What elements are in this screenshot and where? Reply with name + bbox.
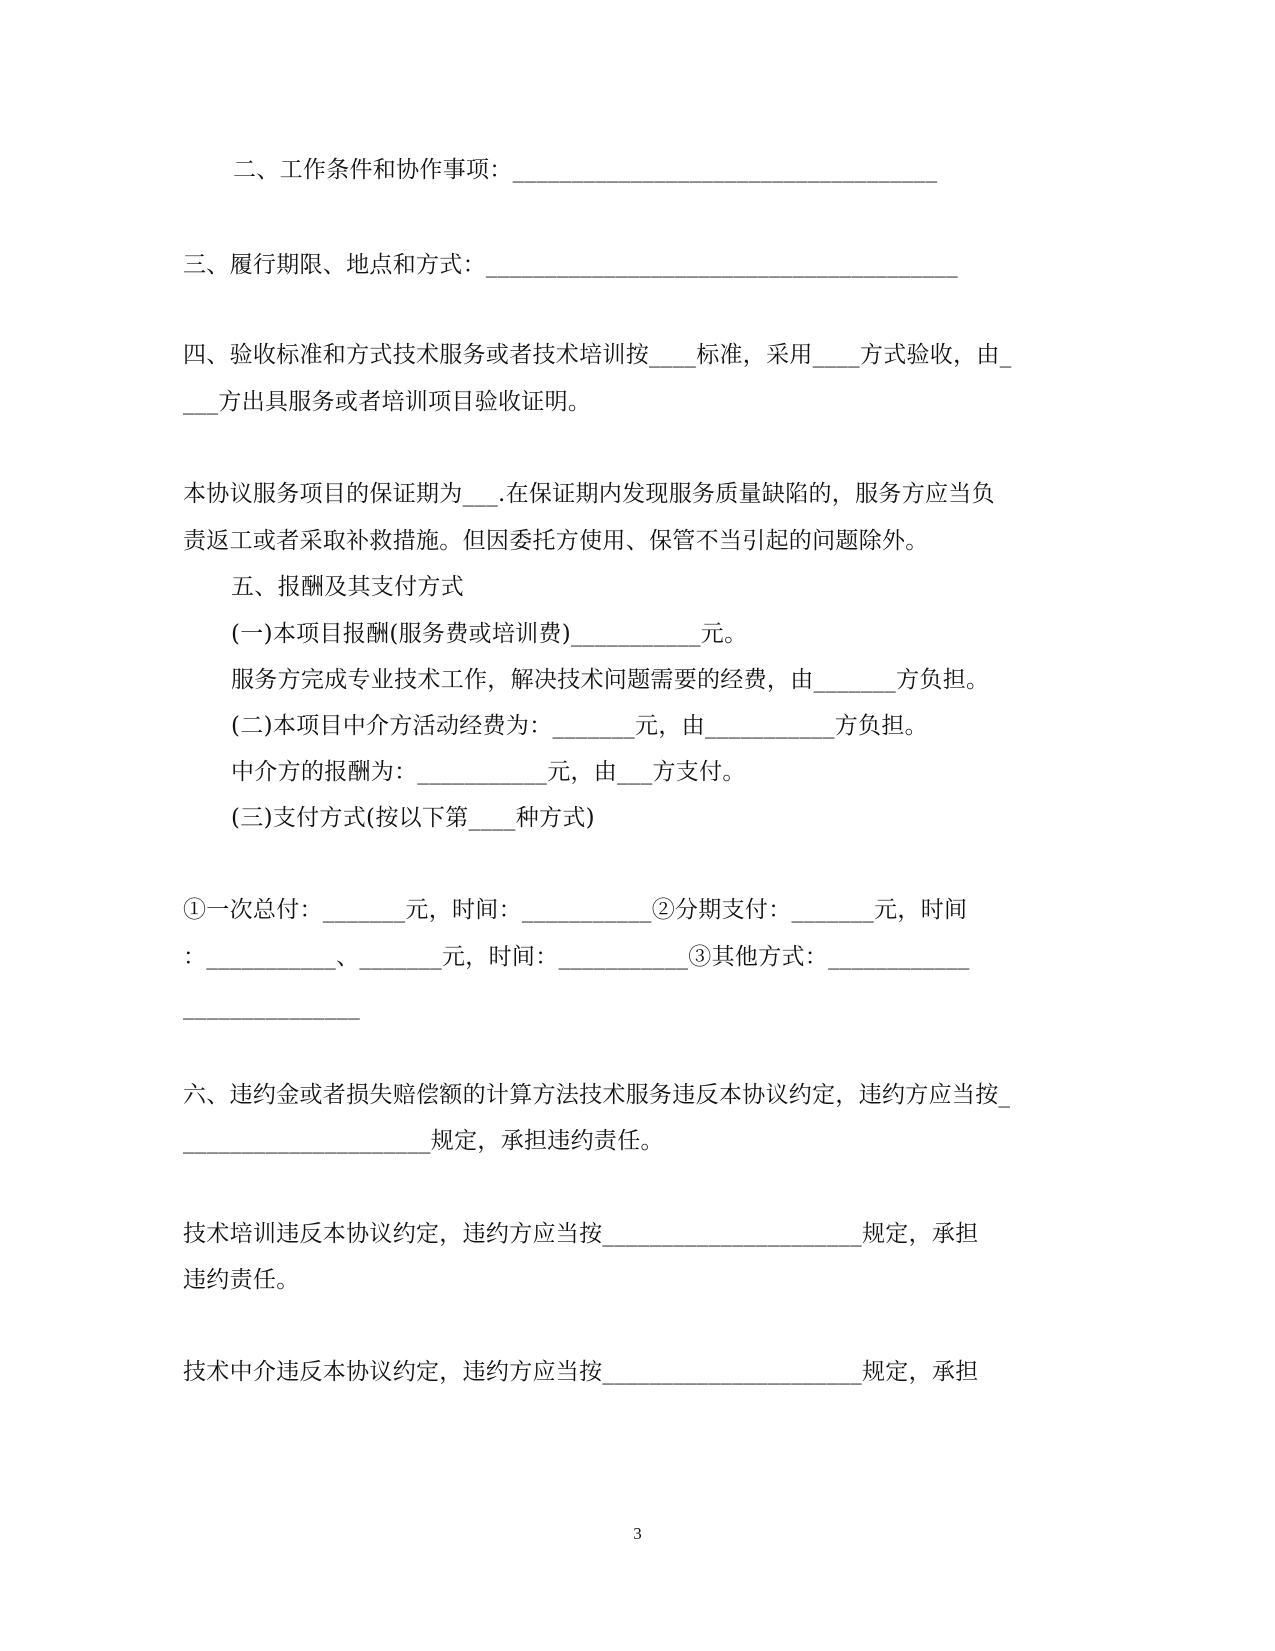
payment-options-line-1: ①一次总付：_______元，时间：___________②分期支付：_______元，时间 — [183, 897, 968, 923]
training-breach-line-2: 违约责任。 — [183, 1267, 300, 1293]
page-number: 3 — [633, 1524, 642, 1543]
intermediary-breach-line-1: 技术中介违反本协议约定，违约方应当按______________________规定，承担 — [183, 1359, 979, 1385]
section-4-acceptance-line-2: ___方出具服务或者培训项目验收证明。 — [183, 389, 592, 415]
section-2-work-conditions: 二、工作条件和协作事项：____________________________________ — [233, 157, 938, 183]
section-6-line-1: 六、违约金或者损失赔偿额的计算方法技术服务违反本协议约定，违约方应当按_ — [183, 1082, 1011, 1108]
section-5-intermediary-fee: 中介方的报酬为：___________元，由___方支付。 — [231, 759, 746, 785]
section-5-service-costs: 服务方完成专业技术工作，解决技术问题需要的经费，由_______方负担。 — [231, 667, 990, 693]
training-breach-line-1: 技术培训违反本协议约定，违约方应当按______________________规定，承担 — [183, 1221, 979, 1247]
section-4-acceptance-line-1: 四、验收标准和方式技术服务或者技术培训按____标准，采用____方式验收，由_ — [183, 342, 1012, 368]
section-5-item-2: (二)本项目中介方活动经费为：_______元，由___________方负担。 — [231, 713, 928, 739]
section-5-heading: 五、报酬及其支付方式 — [231, 574, 464, 600]
section-5-item-1: (一)本项目报酬(服务费或培训费)___________元。 — [231, 621, 748, 647]
payment-options-line-2: ：___________、_______元，时间：___________③其他方式：____________ — [183, 944, 970, 970]
section-6-line-2: _____________________规定，承担违约责任。 — [183, 1128, 664, 1154]
warranty-line-1: 本协议服务项目的保证期为___.在保证期内发现服务质量缺陷的，服务方应当负 — [183, 481, 995, 507]
warranty-line-2: 责返工或者采取补救措施。但因委托方使用、保管不当引起的问题除外。 — [183, 528, 929, 554]
payment-options-line-3: _______________ — [183, 994, 360, 1020]
section-3-performance-terms: 三、履行期限、地点和方式：________________________________________ — [183, 252, 958, 278]
section-5-item-3: (三)支付方式(按以下第____种方式) — [231, 805, 595, 831]
